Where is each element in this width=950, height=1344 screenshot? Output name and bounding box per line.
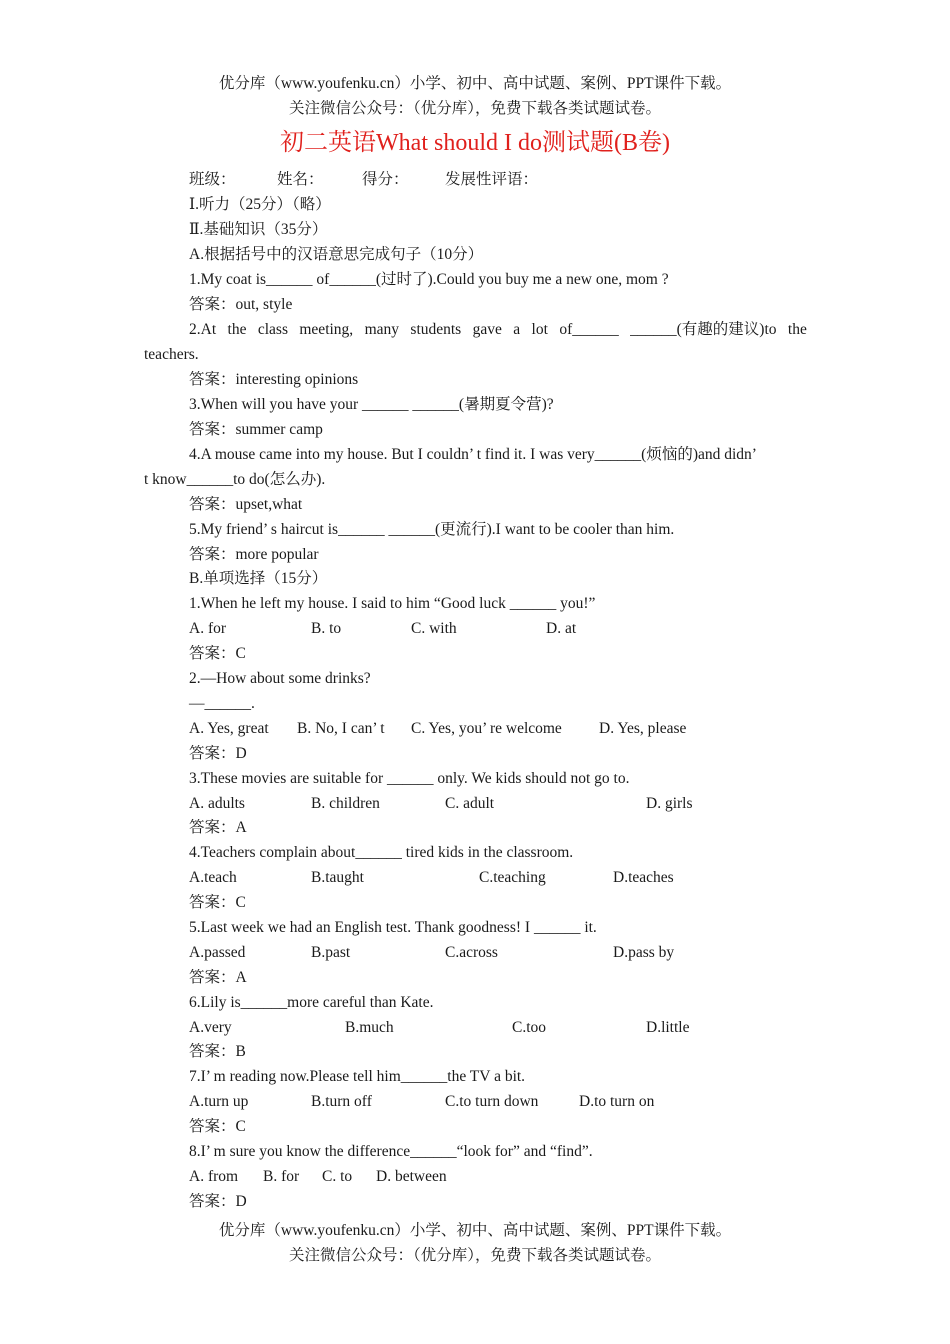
- q6-option-b: B.much: [345, 1019, 394, 1036]
- q4-option-b: B.taught: [311, 869, 364, 886]
- part-b-heading: B.单项选择（15分）: [189, 570, 328, 587]
- part-b-question-5: 5.Last week we had an English test. Thank goodness! I ______ it.: [189, 919, 597, 936]
- part-b-answer-4: 答案：C: [189, 894, 246, 911]
- q2-word: a: [513, 321, 521, 338]
- section-basic-knowledge: Ⅱ.基础知识（35分）: [189, 221, 328, 238]
- part-b-answer-8: 答案：D: [189, 1193, 247, 1210]
- q7-option-a: A.turn up: [189, 1093, 249, 1110]
- q2-word: meeting,: [299, 321, 354, 338]
- q2-word: the: [787, 321, 807, 338]
- q1-option-c: C. with: [411, 620, 457, 637]
- q2-word: ______(有趣的建议)to: [630, 321, 777, 338]
- part-b-question-6: 6.Lily is______more careful than Kate.: [189, 994, 434, 1011]
- q2-option-b: B. No, I can’ t: [297, 720, 385, 737]
- q5-option-d: D.pass by: [613, 944, 675, 961]
- q8-option-b: B. for: [263, 1168, 300, 1185]
- header-line-1: 优分库（www.youfenku.cn）小学、初中、高中试题、案例、PPT课件下载。: [218, 75, 732, 92]
- part-a-answer-4: 答案：upset,what: [189, 496, 303, 513]
- part-b-question-8: 8.I’ m sure you know the difference______“look for” and “find”.: [189, 1143, 593, 1160]
- part-a-question-4-continued: t know______to do(怎么办).: [144, 471, 326, 488]
- q2-word: students: [410, 321, 462, 338]
- q3-option-c: C. adult: [445, 795, 495, 812]
- q8-option-a: A. from: [189, 1168, 239, 1185]
- part-a-question-2-continued: teachers.: [144, 346, 199, 363]
- q5-option-a: A.passed: [189, 944, 246, 961]
- part-b-question-2: 2.—How about some drinks?: [189, 670, 371, 687]
- evaluation-label: 发展性评语：: [445, 171, 539, 188]
- part-b-question-2-reply: —______.: [189, 695, 255, 712]
- part-a-heading: A.根据括号中的汉语意思完成句子（10分）: [189, 246, 484, 263]
- part-b-answer-3: 答案：A: [189, 819, 247, 836]
- q2-option-c: C. Yes, you’ re welcome: [411, 720, 562, 737]
- part-b-question-1: 1.When he left my house. I said to him “Good luck ______ you!”: [189, 595, 596, 612]
- q4-option-d: D.teaches: [613, 869, 674, 886]
- q3-option-d: D. girls: [646, 795, 693, 812]
- q4-option-a: A.teach: [189, 869, 237, 886]
- part-b-question-4: 4.Teachers complain about______ tired kids in the classroom.: [189, 844, 574, 861]
- part-b-answer-1: 答案：C: [189, 645, 246, 662]
- q1-option-d: D. at: [546, 620, 577, 637]
- part-a-answer-3: 答案：summer camp: [189, 421, 323, 438]
- q7-option-d: D.to turn on: [579, 1093, 655, 1110]
- q2-word: 2.At: [189, 321, 217, 338]
- header-line-2: 关注微信公众号：（优分库），免费下载各类试题试卷。: [288, 100, 661, 117]
- part-a-answer-2: 答案：interesting opinions: [189, 371, 359, 388]
- q1-option-a: A. for: [189, 620, 227, 637]
- part-a-question-3: 3.When will you have your ______ ______(暑期夏令营)?: [189, 396, 554, 413]
- q7-option-c: C.to turn down: [445, 1093, 539, 1110]
- q2-word: the: [227, 321, 247, 338]
- q2-option-d: D. Yes, please: [599, 720, 687, 737]
- page-title: 初二英语What should I do测试题(B卷): [280, 130, 670, 156]
- q2-word: gave: [472, 321, 502, 338]
- name-label: 姓名：: [277, 171, 324, 188]
- q5-option-b: B.past: [311, 944, 351, 961]
- part-b-question-3: 3.These movies are suitable for ______ only. We kids should not go to.: [189, 770, 630, 787]
- q2-option-a: A. Yes, great: [189, 720, 269, 737]
- part-a-question-5: 5.My friend’ s haircut is______ ______(更流行).I want to be cooler than him.: [189, 521, 675, 538]
- part-a-question-4: 4.A mouse came into my house. But I couldn’ t find it. I was very______(烦恼的)and didn’: [189, 446, 757, 463]
- part-b-answer-2: 答案：D: [189, 745, 247, 762]
- q3-option-b: B. children: [311, 795, 380, 812]
- part-b-answer-5: 答案：A: [189, 969, 247, 986]
- q6-option-a: A.very: [189, 1019, 232, 1036]
- part-b-answer-6: 答案：B: [189, 1043, 246, 1060]
- q2-word: of______: [559, 321, 619, 338]
- part-b-answer-7: 答案：C: [189, 1118, 246, 1135]
- part-b-question-7: 7.I’ m reading now.Please tell him______the TV a bit.: [189, 1068, 526, 1085]
- q2-word: many: [364, 321, 400, 338]
- part-a-answer-1: 答案：out, style: [189, 296, 293, 313]
- q5-option-c: C.across: [445, 944, 498, 961]
- q2-word: class: [257, 321, 288, 338]
- q4-option-c: C.teaching: [479, 869, 546, 886]
- q8-option-d: D. between: [376, 1168, 447, 1185]
- part-a-question-1: 1.My coat is______ of______(过时了).Could you buy me a new one, mom ?: [189, 271, 669, 288]
- footer-line-1: 优分库（www.youfenku.cn）小学、初中、高中试题、案例、PPT课件下载。: [218, 1222, 732, 1239]
- part-a-answer-5: 答案：more popular: [189, 546, 319, 563]
- q1-option-b: B. to: [311, 620, 342, 637]
- q6-option-d: D.little: [646, 1019, 690, 1036]
- section-listening: Ⅰ.听力（25分）（略）: [189, 196, 331, 213]
- q3-option-a: A. adults: [189, 795, 245, 812]
- q7-option-b: B.turn off: [311, 1093, 372, 1110]
- class-label: 班级：: [189, 171, 236, 188]
- footer-line-2: 关注微信公众号：（优分库），免费下载各类试题试卷。: [288, 1247, 661, 1264]
- score-label: 得分：: [362, 171, 409, 188]
- q2-word: lot: [531, 321, 548, 338]
- q6-option-c: C.too: [512, 1019, 547, 1036]
- q8-option-c: C. to: [322, 1168, 353, 1185]
- part-a-question-2: [189, 320, 807, 340]
